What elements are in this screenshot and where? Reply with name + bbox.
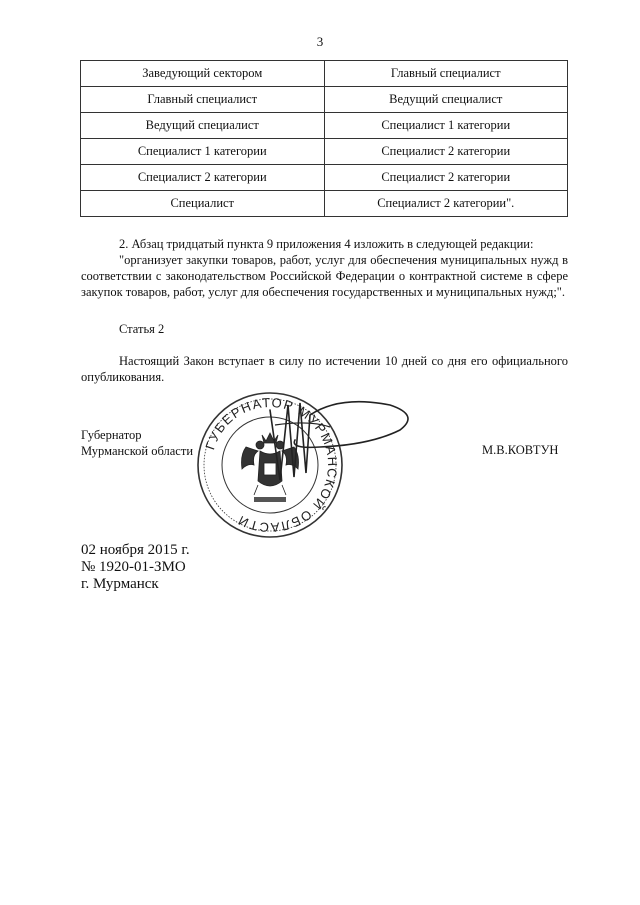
table-row — [81, 139, 568, 165]
current-position-cell: Главный специалист — [81, 87, 325, 113]
amendment-text: "организует закупки товаров, работ, услуг для обеспечения муниципальных нужд в соответствии с законодательством Российской Федерации о контрактной системе в сфере закупок товаров, работ, услуг для обеспечения государственных и муниципальных нужд;". — [81, 253, 568, 299]
current-position-cell: Специалист 1 категории — [81, 139, 325, 165]
governor-title — [81, 427, 193, 459]
position-correspondence-table — [80, 60, 568, 217]
law-city: г. Мурманск — [81, 576, 159, 592]
current-position-cell: Специалист — [81, 191, 325, 217]
governor-name: М.В.КОВТУН — [482, 443, 559, 457]
handwritten-signature — [250, 385, 430, 495]
table-row — [81, 87, 568, 113]
article-text: Настоящий Закон вступает в силу по истечении 10 дней со дня его официального опубликования. — [81, 354, 568, 384]
table-row — [81, 191, 568, 217]
new-position-cell: Ведущий специалист — [324, 87, 568, 113]
new-position-cell: Главный специалист — [324, 61, 568, 87]
table-row — [81, 165, 568, 191]
new-position-cell: Специалист 1 категории — [324, 113, 568, 139]
new-position-cell: Специалист 2 категории". — [324, 191, 568, 217]
amendment-intro: 2. Абзац тридцатый пункта 9 приложения 4 изложить в следующей редакции: — [119, 237, 534, 251]
law-date: 02 ноября 2015 г. — [81, 542, 190, 558]
new-position-cell: Специалист 2 категории — [324, 139, 568, 165]
article-heading: Статья 2 — [119, 322, 165, 336]
governor-title-line2: Мурманской области — [81, 444, 194, 458]
current-position-cell: Ведущий специалист — [81, 113, 325, 139]
seal-text: ГУБЕРНАТОР МУРМАНСКОЙ ОБЛАСТИ — [202, 394, 341, 536]
law-number: № 1920-01-ЗМО — [81, 559, 186, 575]
new-position-cell: Специалист 2 категории — [324, 165, 568, 191]
current-position-cell: Специалист 2 категории — [81, 165, 325, 191]
table-row — [81, 113, 568, 139]
table-row — [81, 61, 568, 87]
page-number: 3 — [316, 34, 324, 49]
governor-title-line1: Губернатор — [81, 428, 142, 442]
current-position-cell: Заведующий сектором — [81, 61, 325, 87]
document-footer — [81, 542, 190, 593]
